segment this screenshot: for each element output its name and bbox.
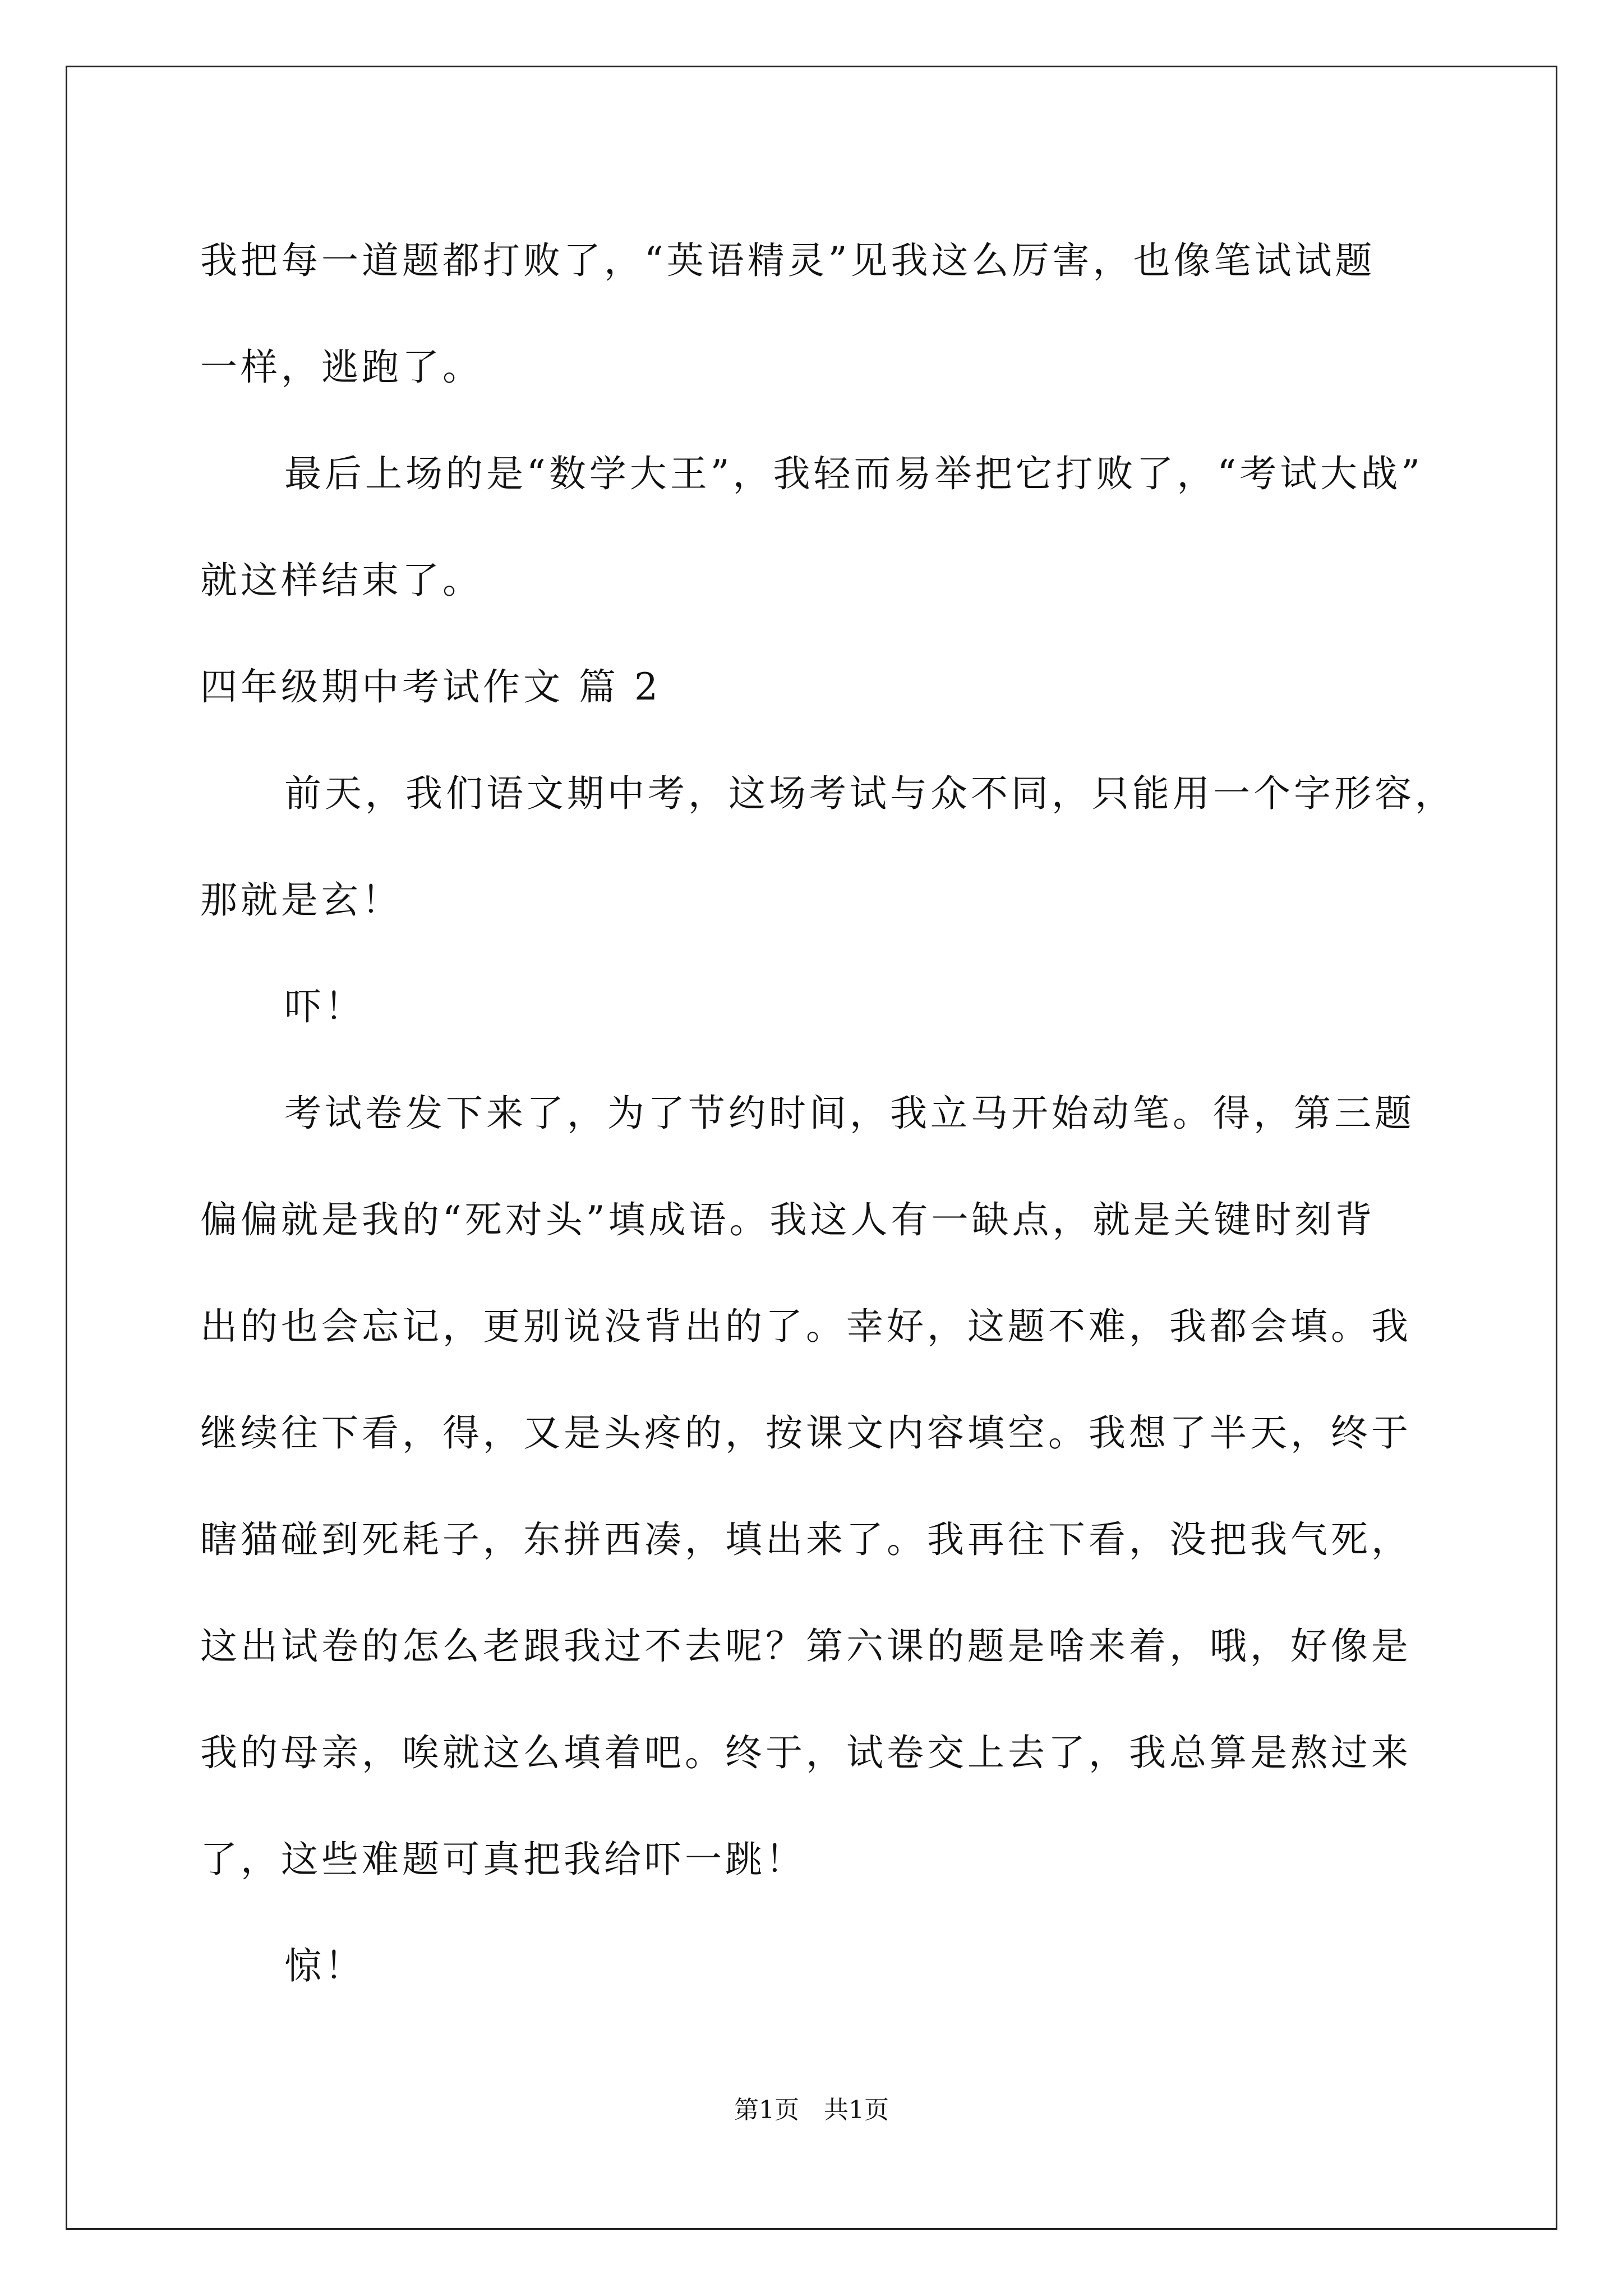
paragraph-line: 一样，逃跑了。 <box>200 346 483 389</box>
paragraph-line: 了，这些难题可真把我给吓一跳！ <box>200 1838 806 1881</box>
document-body <box>200 208 1455 2019</box>
paragraph-line: 那就是玄！ <box>200 878 402 922</box>
page-footer: 第1页 共1页 <box>734 2096 889 2124</box>
paragraph-line: 偏偏就是我的“死对头”填成语。我这人有一缺点，就是关键时刻背 <box>200 1198 1376 1241</box>
paragraph-line: 考试卷发下来了，为了节约时间，我立马开始动笔。得，第三题 <box>284 1092 1415 1135</box>
paragraph-line: 最后上场的是“数学大王”，我轻而易举把它打败了，“考试大战” <box>284 452 1423 495</box>
paragraph-line: 惊！ <box>284 1944 365 1987</box>
section-heading: 四年级期中考试作文 篇 2 <box>200 665 661 708</box>
paragraph-line: 吓！ <box>284 985 365 1028</box>
paragraph-line: 这出试卷的怎么老跟我过不去呢？第六课的题是啥来着，哦，好像是 <box>200 1625 1412 1668</box>
paragraph-line: 我的母亲，唉就这么填着吧。终于，试卷交上去了，我总算是熬过来 <box>200 1731 1412 1774</box>
paragraph-line: 继续往下看，得，又是头疼的，按课文内容填空。我想了半天，终于 <box>200 1411 1412 1455</box>
paragraph-line: 瞎猫碰到死耗子，东拼西凑，填出来了。我再往下看，没把我气死， <box>200 1518 1412 1561</box>
paragraph-line: 就这样结束了。 <box>200 559 483 602</box>
paragraph-line: 我把每一道题都打败了，“英语精灵”见我这么厉害，也像笔试试题 <box>200 239 1376 282</box>
paragraph-line: 出的也会忘记，更别说没背出的了。幸好，这题不难，我都会填。我 <box>200 1305 1412 1348</box>
paragraph-line: 前天，我们语文期中考，这场考试与众不同，只能用一个字形容， <box>284 772 1455 815</box>
